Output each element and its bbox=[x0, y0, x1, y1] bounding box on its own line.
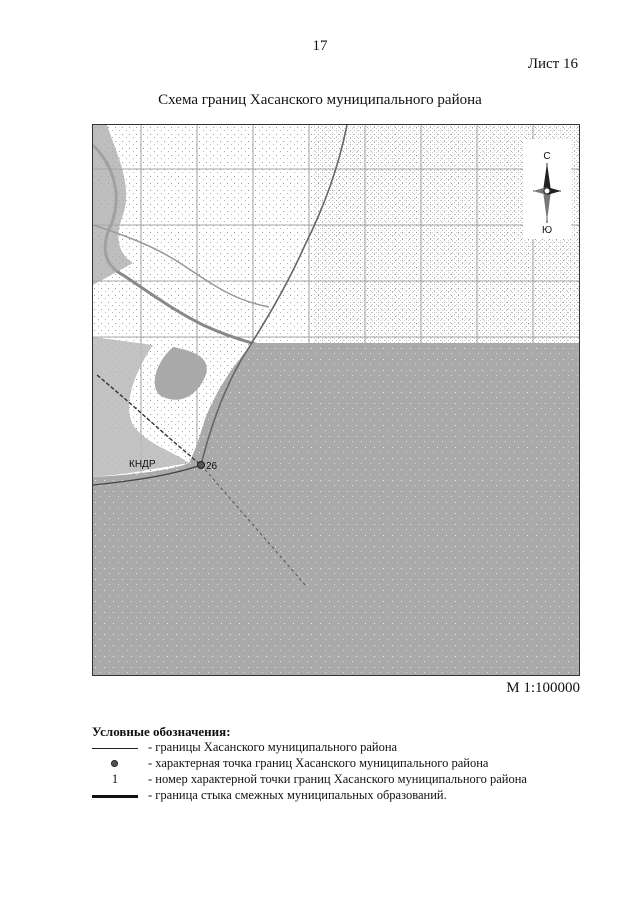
scale-label: М 1:100000 bbox=[506, 680, 580, 696]
compass-north-label: С bbox=[543, 151, 551, 162]
legend-item-point-number bbox=[92, 773, 592, 787]
legend-text: - граница стыка смежных муниципальных образований. bbox=[148, 788, 447, 802]
legend-number-symbol: 1 bbox=[111, 772, 119, 786]
compass-rose bbox=[523, 139, 571, 239]
legend-text: - границы Хасанского муниципального района bbox=[148, 740, 398, 754]
legend-text: - характерная точка границ Хасанского муниципального района bbox=[148, 756, 489, 770]
map-canvas bbox=[93, 125, 580, 676]
country-label: КНДР bbox=[129, 459, 156, 470]
sheet-label: Лист 16 bbox=[527, 56, 578, 72]
map-title: Схема границ Хасанского муниципального района bbox=[158, 92, 482, 108]
legend-dot-symbol bbox=[92, 757, 138, 771]
legend-text: - номер характерной точки границ Хасанского муниципального района bbox=[148, 772, 527, 786]
legend-title: Условные обозначения: bbox=[92, 724, 231, 739]
legend-item-boundary bbox=[92, 741, 592, 755]
page-number: 17 bbox=[312, 38, 328, 54]
characteristic-point-26 bbox=[198, 462, 205, 469]
compass-south-label: Ю bbox=[541, 225, 553, 236]
legend-thick-line-symbol bbox=[92, 789, 138, 803]
legend-item-point bbox=[92, 757, 592, 771]
legend-thin-line-symbol bbox=[92, 741, 138, 755]
legend-item-junction bbox=[92, 789, 592, 803]
map-frame bbox=[92, 124, 580, 676]
point-number-label: 26 bbox=[206, 461, 218, 472]
